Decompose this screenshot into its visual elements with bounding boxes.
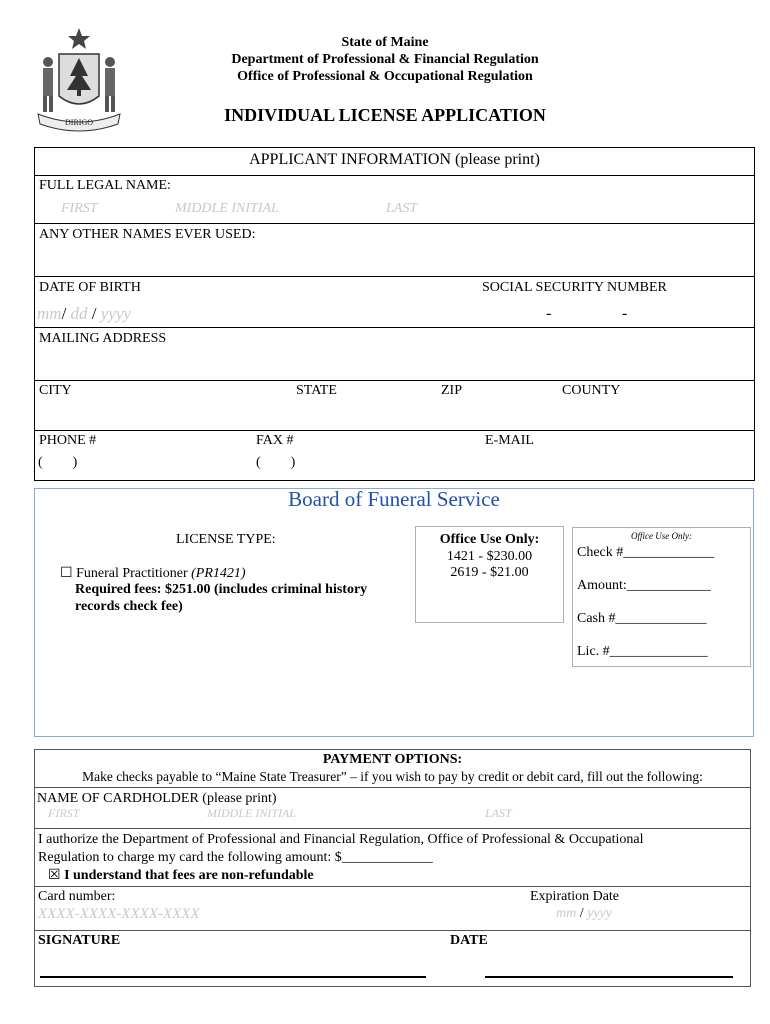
date-line[interactable] [485,976,733,978]
nonrefundable-text: I understand that fees are non-refundable [60,868,314,883]
exp-month: mm [556,906,577,921]
license-type-label: LICENSE TYPE: [176,532,276,547]
nonrefundable-acknowledgement[interactable] [48,867,314,884]
phone-field[interactable] [38,455,238,475]
fax-field[interactable] [256,455,476,475]
card-number-label: Card number: [38,889,116,904]
other-names-label: ANY OTHER NAMES EVER USED: [39,227,256,242]
date-of-birth-field[interactable] [37,304,131,324]
exp-slash: / [579,906,584,921]
mailing-address-label: MAILING ADDRESS [39,331,167,346]
office-use-title: Office Use Only: [439,532,540,547]
payment-instructions: Make checks payable to “Maine State Treasurer” – if you wish to pay by credit or debit card, fill out the following: [82,769,703,784]
checkbox-icon[interactable]: ☐ [60,565,73,581]
county-label: COUNTY [562,383,621,398]
cardholder-middle-field[interactable]: MIDDLE INITIAL [207,806,296,820]
ssn-field[interactable] [480,302,750,324]
state-label: STATE [296,383,337,398]
zip-label: ZIP [441,383,462,398]
signature-line[interactable] [40,976,426,978]
board-title: Board of Funeral Service [288,487,500,511]
required-fees-line1: Required fees: $251.00 (includes criminal history [75,582,368,597]
expiration-date-field[interactable] [556,906,612,922]
first-name-field[interactable]: FIRST [61,201,98,216]
mailing-address-field[interactable] [36,350,751,378]
authorize-amount-field[interactable]: Regulation to charge my card the following amount: $_____________ [38,850,433,865]
page-title: INDIVIDUAL LICENSE APPLICATION [224,105,546,125]
signature-label: SIGNATURE [38,933,121,948]
ssn-dash: - [546,305,552,322]
ssn-dash: - [622,305,628,322]
dob-slash: / [61,304,67,323]
full-legal-name-label: FULL LEGAL NAME: [39,178,171,193]
date-label: DATE [450,933,488,948]
check-number-field[interactable]: Check #_____________ [577,545,715,560]
license-number-field[interactable]: Lic. #______________ [577,644,708,659]
office-use-side-title: Office Use Only: [631,531,692,541]
checked-box-icon[interactable]: ☒ [48,867,61,883]
middle-initial-field[interactable]: MIDDLE INITIAL [175,201,279,216]
email-field[interactable] [484,453,750,475]
applicant-section-title: APPLICANT INFORMATION (please print) [249,151,540,168]
paren-close: ) [290,455,296,470]
date-of-birth-label: DATE OF BIRTH [39,280,141,295]
exp-year: yyyy [587,906,612,921]
city-label: CITY [39,383,72,398]
fax-label: FAX # [256,433,294,448]
dob-year: yyyy [100,304,131,323]
svg-text:DIRIGO: DIRIGO [65,118,93,127]
office-use-line1: 1421 - $230.00 [446,549,533,564]
office-use-line2: 2619 - $21.00 [450,565,529,580]
card-number-field[interactable]: XXXX-XXXX-XXXX-XXXX [38,906,200,922]
authorize-line1: I authorize the Department of Professional and Financial Regulation, Office of Professional & Occupational [38,832,644,847]
dob-slash: / [91,304,97,323]
paren-close: ) [72,455,78,470]
license-option-funeral-practitioner[interactable] [60,565,246,582]
license-option-name: Funeral Practitioner [76,566,192,581]
expiration-date-label: Expiration Date [530,889,620,904]
paren-open: ( [38,455,43,470]
header-line-office: Office of Professional & Occupational Regulation [237,69,533,84]
header-line-state: State of Maine [341,35,429,50]
amount-field[interactable]: Amount:____________ [577,578,711,593]
dob-day: dd [70,304,88,323]
other-names-field[interactable] [36,246,751,274]
cash-number-field[interactable]: Cash #_____________ [577,611,707,626]
cardholder-last-field[interactable]: LAST [485,806,512,820]
cardholder-first-field[interactable]: FIRST [48,806,80,820]
payment-title: PAYMENT OPTIONS: [322,752,463,767]
ssn-label: SOCIAL SECURITY NUMBER [482,280,667,295]
paren-open: ( [256,455,261,470]
header-line-department: Department of Professional & Financial Regulation [231,52,539,67]
cardholder-label: NAME OF CARDHOLDER (please print) [37,791,277,806]
phone-label: PHONE # [39,433,97,448]
city-state-zip-county-fields[interactable] [36,402,751,428]
license-option-code: (PR1421) [191,566,246,581]
email-label: E-MAIL [485,433,534,448]
dob-month: mm [37,304,62,323]
required-fees-line2: records check fee) [75,599,183,614]
last-name-field[interactable]: LAST [386,201,418,216]
